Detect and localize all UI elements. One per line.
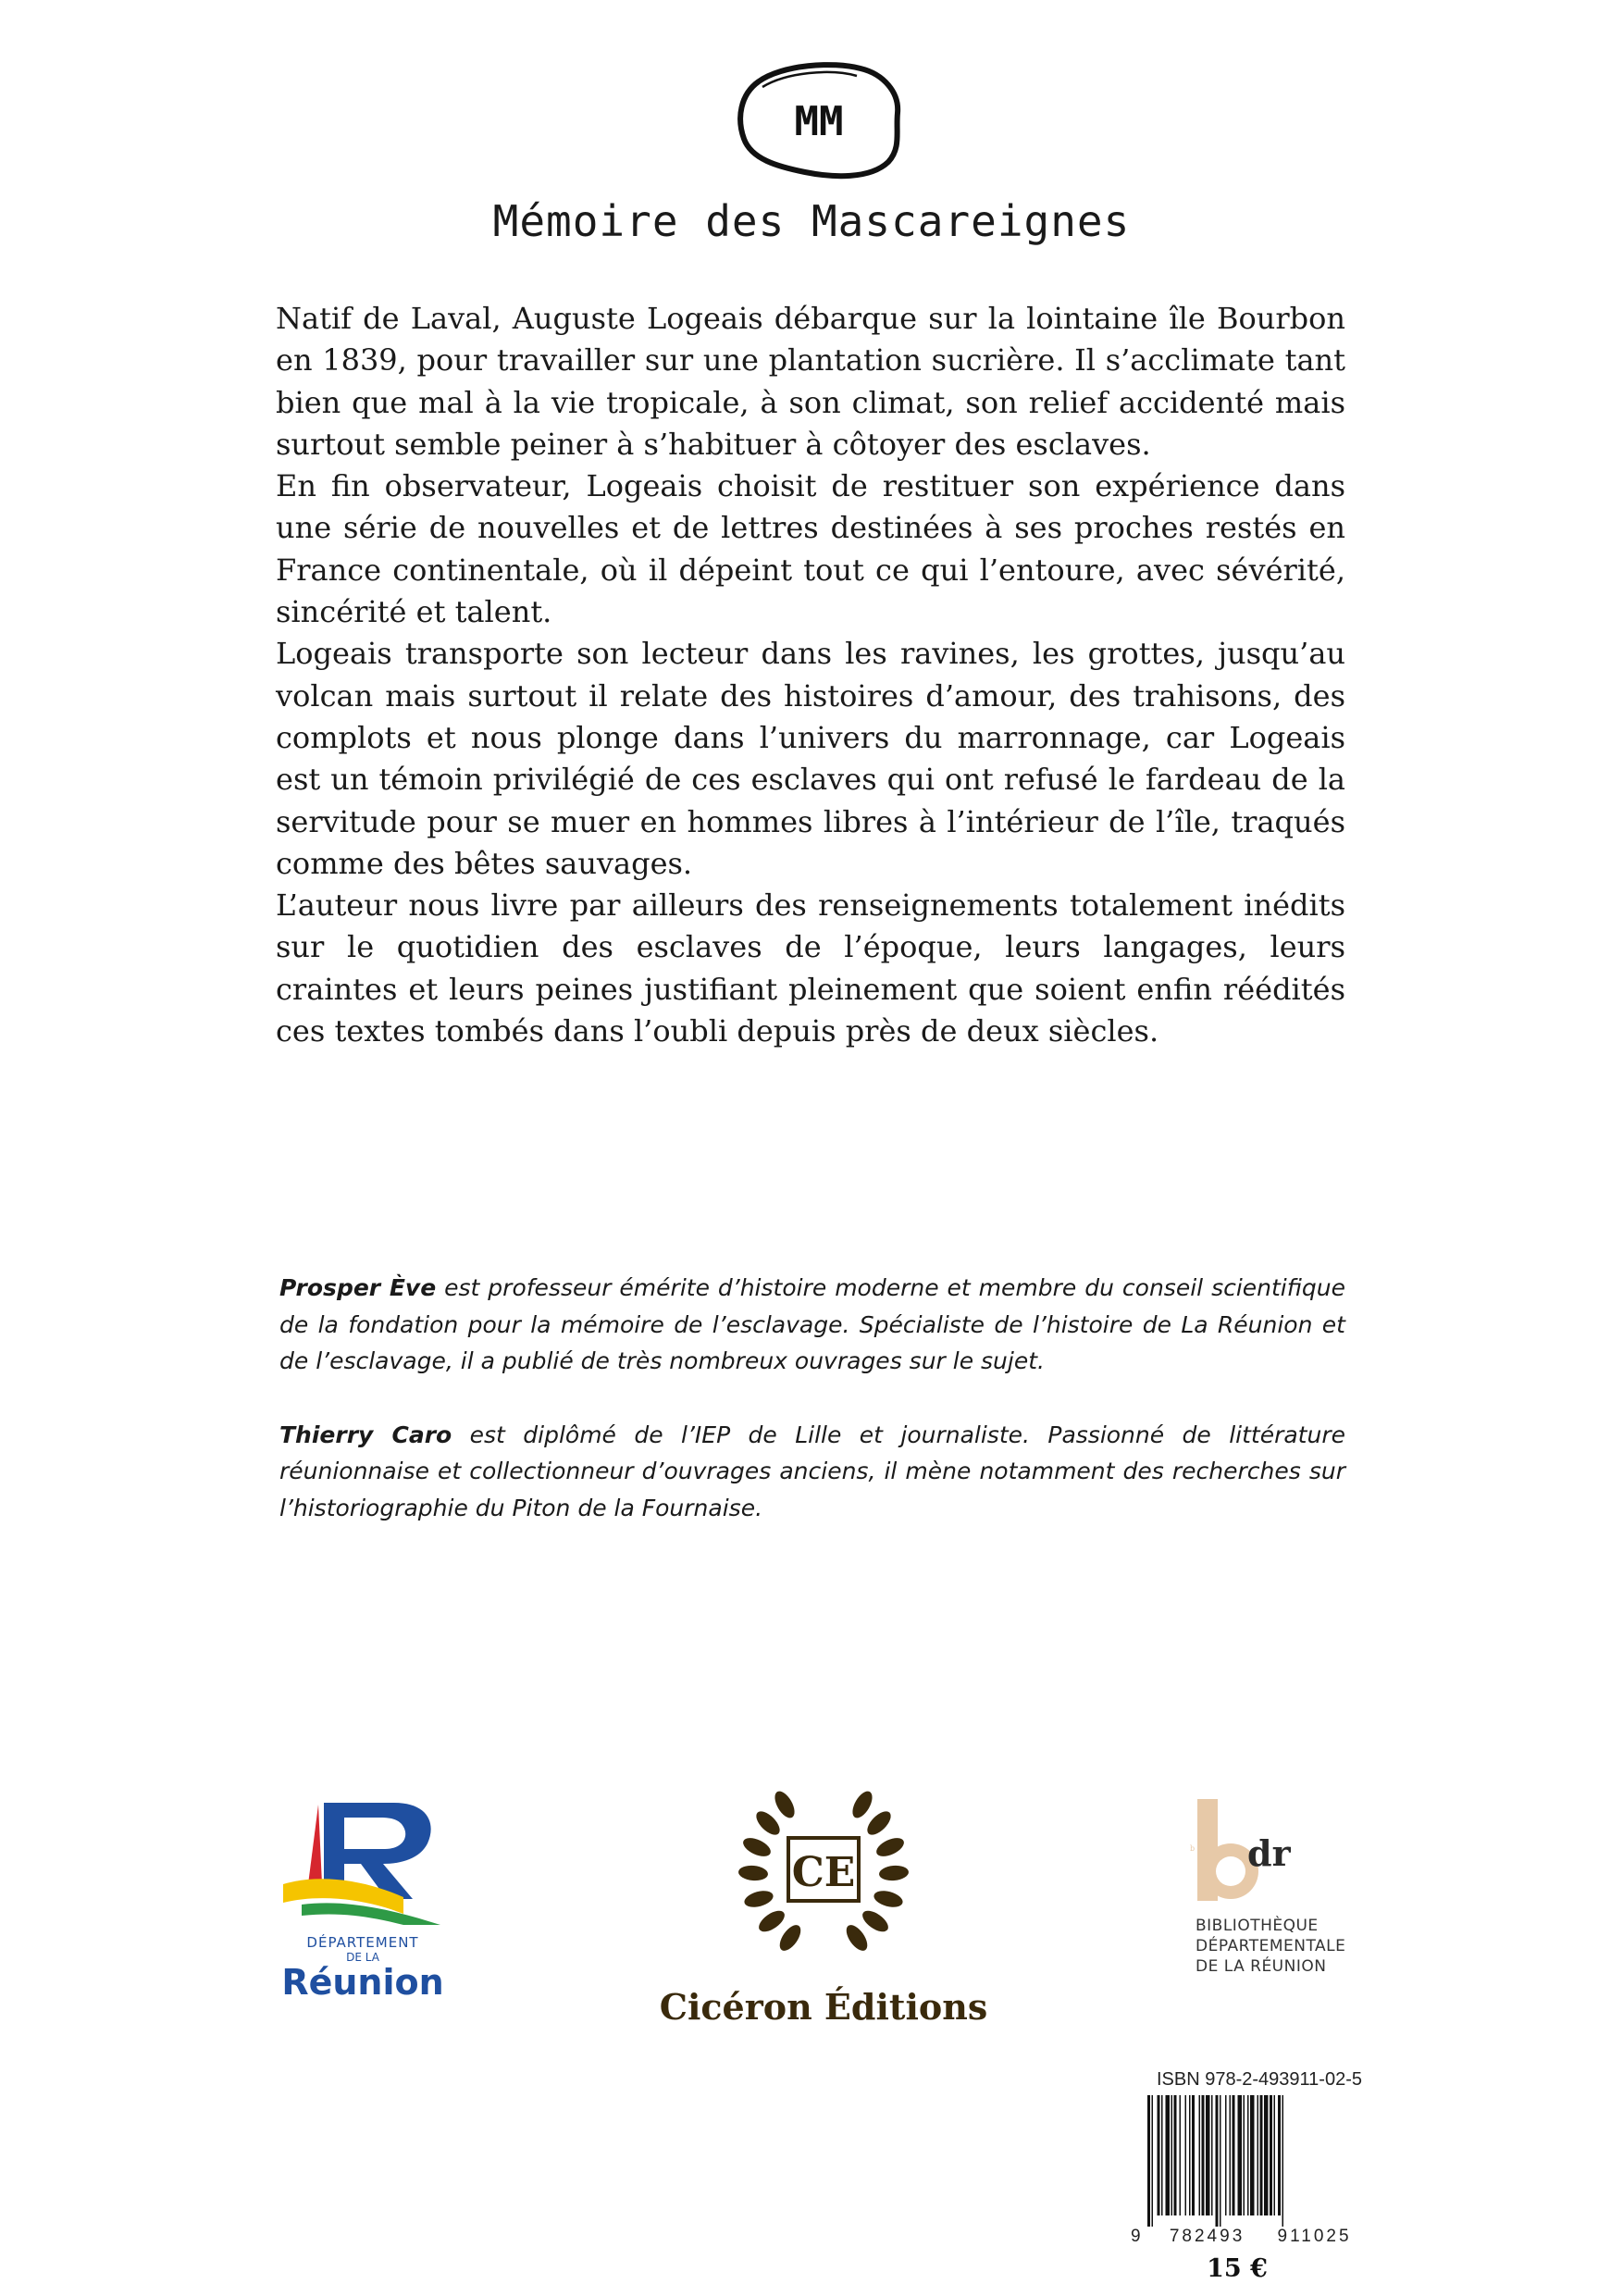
blurb-paragraph: L’auteur nous livre par ailleurs des renseignements totalement inédits sur le quotidien des esclaves de l’époque, leurs langages, leurs craintes et leurs peines justifiant pleinement que soient enfin réédités ces textes tombés dans l’oubli depuis près de deux siècles. [276,887,1345,1049]
bdr-caption-line: BIBLIOTHÈQUE [1196,1917,1319,1935]
author-name: Prosper Ève [279,1274,437,1301]
bdr-logo [1188,1795,1401,2017]
departement-reunion-wordmark: Réunion [281,1962,444,2003]
series-logo-text: MM [794,98,844,145]
ciceron-editions-wordmark: Cicéron Éditions [659,1986,988,2028]
blurb [276,298,1345,1052]
bdr-mark-b: b [1190,1844,1196,1853]
laurel-wreath-icon [638,1768,1009,1980]
isbn-label: ISBN 978-2-493911-02-5 [1157,2069,1362,2090]
bdr-mark-icon [1188,1795,1299,1910]
bdr-mark-dr: dr [1247,1832,1291,1874]
bdr-caption-line: DE LA RÉUNION [1196,1957,1327,1976]
ciceron-emblem-text: CE [791,1849,856,1896]
series-title: Mémoire des Mascareignes [492,196,1131,246]
series-logo [731,56,907,185]
barcode-digits [1131,2227,1362,2247]
departement-r-mark-icon [265,1795,461,1934]
barcode-digit-group: 782493 [1169,2227,1245,2246]
barcode [1140,2095,1362,2227]
author-bio-text: est diplômé de l’IEP de Lille et journaliste. Passionné de littérature réunionnaise et collectionneur d’ouvrages anciens, il mène notamment des recherches sur l’historiographie du Piton de la Fournaise. [279,1421,1345,1521]
barcode-digit-group: 911025 [1277,2227,1352,2246]
departement-label: DÉPARTEMENT [306,1934,419,1951]
blurb-paragraph: En fin observateur, Logeais choisit de restituer son expérience dans une série de nouvelles et de lettres destinées à ses proches restés en France continentale, où il dépeint tout ce qui l’entoure, avec sévérité, sincérité et talent. [276,468,1345,630]
bdr-caption-line: DÉPARTEMENTALE [1196,1937,1346,1955]
barcode-digit-first: 9 [1131,2227,1141,2246]
author-bio [279,1270,1345,1380]
author-bios [279,1270,1345,1563]
blurb-paragraph: Natif de Laval, Auguste Logeais débarque sur la lointaine île Bourbon en 1839, pour travailler sur une plantation sucrière. Il s’acclimate tant bien que mal à la vie tropicale, à son climat, son relief accidenté mais surtout semble peiner à s’habituer à côtoyer des esclaves. [276,301,1345,462]
bdr-caption [1196,1916,1408,1977]
departement-label-small: DE LA [346,1951,379,1964]
price: 15 € [1207,2254,1268,2283]
ciceron-editions-logo [638,1768,1009,2045]
author-name: Thierry Caro [279,1421,452,1448]
blurb-paragraph: Logeais transporte son lecteur dans les ravines, les grottes, jusqu’au volcan mais surtout il relate des histoires d’amour, des trahisons, des complots et nous plonge dans l’univers du marronnage, car Logeais est un témoin privilégié de ces esclaves qui ont refusé le fardeau de la servitude pour se muer en hommes libres à l’intérieur de l’île, traqués comme des bêtes sauvages. [276,636,1345,881]
author-bio [279,1417,1345,1527]
author-bio-text: est professeur émérite d’histoire moderne et membre du conseil scientifique de la fondation pour la mémoire de l’esclavage. Spécialiste de l’histoire de La Réunion et de l’esclavage, il a publié de très nombreux ouvrages sur le sujet. [279,1274,1345,1374]
island-outline-icon [731,56,907,185]
departement-reunion-logo [265,1795,468,2017]
